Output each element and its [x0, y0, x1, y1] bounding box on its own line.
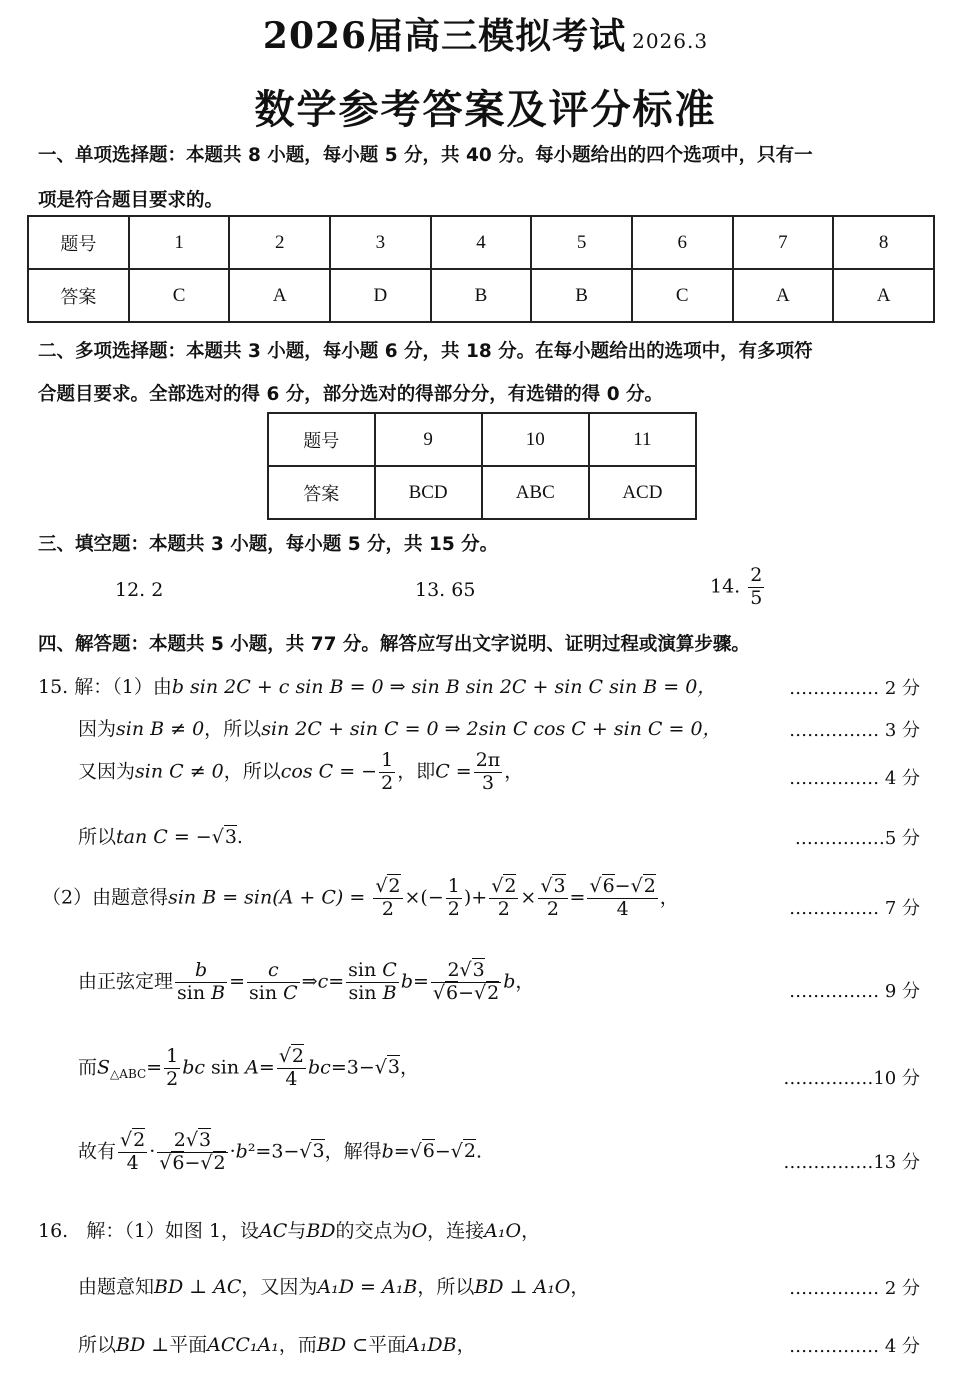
q16-line2: 由题意知BD ⊥ AC，又因为A₁D = A₁B，所以BD ⊥ A₁O， — [78, 1276, 590, 1298]
table-row-questions — [28, 216, 934, 269]
table-cell: 10 — [482, 413, 589, 466]
q15-line8: 故有 $\frac{√2}{4}$ · $\frac{2√3}{√6-√2}$ ·b²=3−√3，解得b=√6−√2. — [78, 1129, 483, 1174]
table-cell: 7 — [733, 216, 834, 269]
answer-14 — [710, 565, 766, 610]
table-cell: C — [129, 269, 230, 322]
document-subtitle: 数学参考答案及评分标准 — [254, 86, 717, 133]
score-marker: …………… 3 分 — [789, 720, 920, 741]
table-cell: ACD — [589, 466, 696, 519]
table-cell: BCD — [375, 466, 482, 519]
row-label: 题号 — [268, 413, 375, 466]
section2-heading-line1: 二、多项选择题：本题共 3 小题，每小题 6 分，共 18 分。在每小题给出的选项中，有多项符 — [38, 341, 813, 362]
table-row-questions — [268, 413, 696, 466]
table-cell: 4 — [431, 216, 532, 269]
answer-14-label: 14. — [710, 575, 741, 598]
exam-title-text: 2026届高三模拟考试 — [262, 15, 627, 57]
section1-heading-line2: 项是符合题目要求的。 — [38, 190, 224, 211]
section3-heading: 三、填空题：本题共 3 小题，每小题 5 分，共 15 分。 — [38, 534, 499, 555]
q15-line6: 由正弦定理 $\frac{b}{\text{sin B}}$ = $\frac{c}{\text{sin C}}$ ⇒c= $\frac{\text{sin C}}{\text{sin B}}$ b= $\frac{2√3}{√6-√2}$ b， — [78, 959, 535, 1004]
score-marker: …………… 7 分 — [789, 898, 920, 919]
score-marker: …………… 2 分 — [789, 1278, 920, 1299]
answer-12: 12. 2 — [115, 579, 164, 601]
table-cell: 2 — [229, 216, 330, 269]
q16-line1: 16. 解：（1）如图 1，设AC与BD的交点为O，连接A₁O， — [38, 1220, 541, 1242]
table-cell: 8 — [833, 216, 934, 269]
table-cell: B — [431, 269, 532, 322]
table-cell: 5 — [531, 216, 632, 269]
section4-heading: 四、解答题：本题共 5 小题，共 77 分。解答应写出文字说明、证明过程或演算步骤。 — [38, 634, 750, 655]
q15-line5: （2）由题意得sin B = sin(A + C) = $\frac{√2}{2}$ ×(− $\frac{1}{2}$ )+ $\frac{√2}{2}$ × $\frac{√3}{2}$ = $\frac{√6-√2}{4}$ ， — [42, 875, 679, 920]
q16-line3: 所以BD ⊥平面ACC₁A₁，而BD ⊂平面A₁DB， — [78, 1334, 476, 1356]
table-cell: 9 — [375, 413, 482, 466]
table-cell: 6 — [632, 216, 733, 269]
answer-13: 13. 65 — [415, 579, 476, 601]
exam-date: 2026.3 — [632, 29, 709, 53]
q15-line3: 又因为sin C ≠ 0，所以cos C = − $\frac{1}{2}$ ，即C = $\frac{2\pi}{3}$ ， — [78, 749, 524, 794]
score-marker: …………… 4 分 — [789, 768, 920, 789]
score-marker: ……………13 分 — [783, 1152, 920, 1173]
single-choice-answer-table — [27, 215, 935, 323]
q15-line1: 15. 解：（1）由b sin 2C + c sin B = 0 ⇒ sin B sin 2C + sin C sin B = 0， — [38, 676, 717, 698]
table-cell: 3 — [330, 216, 431, 269]
table-row-answers — [268, 466, 696, 519]
table-cell: A — [833, 269, 934, 322]
row-label: 答案 — [268, 466, 375, 519]
score-marker: …………… 2 分 — [789, 678, 920, 699]
q15-line2: 因为sin B ≠ 0，所以sin 2C + sin C = 0 ⇒ 2sin C cos C + sin C = 0， — [78, 718, 722, 740]
table-cell: 11 — [589, 413, 696, 466]
row-label: 题号 — [28, 216, 129, 269]
table-cell: D — [330, 269, 431, 322]
fraction: $\frac{1}{2}$ — [381, 749, 394, 794]
score-marker: ……………10 分 — [783, 1068, 920, 1089]
fraction: $\frac{2\pi}{3}$ — [475, 749, 501, 794]
score-marker: …………… 4 分 — [789, 1336, 920, 1357]
multi-choice-answer-table — [267, 412, 697, 520]
table-cell: C — [632, 269, 733, 322]
section2-heading-line2: 合题目要求。全部选对的得 6 分，部分选对的得部分分，有选错的得 0 分。 — [38, 384, 664, 405]
exam-title — [0, 8, 971, 59]
table-cell: A — [733, 269, 834, 322]
table-row-answers — [28, 269, 934, 322]
section1-heading-line1: 一、单项选择题：本题共 8 小题，每小题 5 分，共 40 分。每小题给出的四个选项中，只有一 — [38, 145, 813, 166]
table-cell: B — [531, 269, 632, 322]
fraction: $\frac{2}{5}$ — [750, 564, 763, 609]
q15-line4: 所以tan C = −√3. — [78, 826, 243, 848]
table-cell: A — [229, 269, 330, 322]
score-marker: …………… 9 分 — [789, 981, 920, 1002]
table-cell: 1 — [129, 216, 230, 269]
row-label: 答案 — [28, 269, 129, 322]
table-cell: ABC — [482, 466, 589, 519]
score-marker: ……………5 分 — [794, 828, 920, 849]
q15-line7: 而$S_{\triangle ABC}=$ $\frac{1}{2}$ bc sin A= $\frac{√2}{4}$ bc=3−√3， — [78, 1045, 419, 1090]
